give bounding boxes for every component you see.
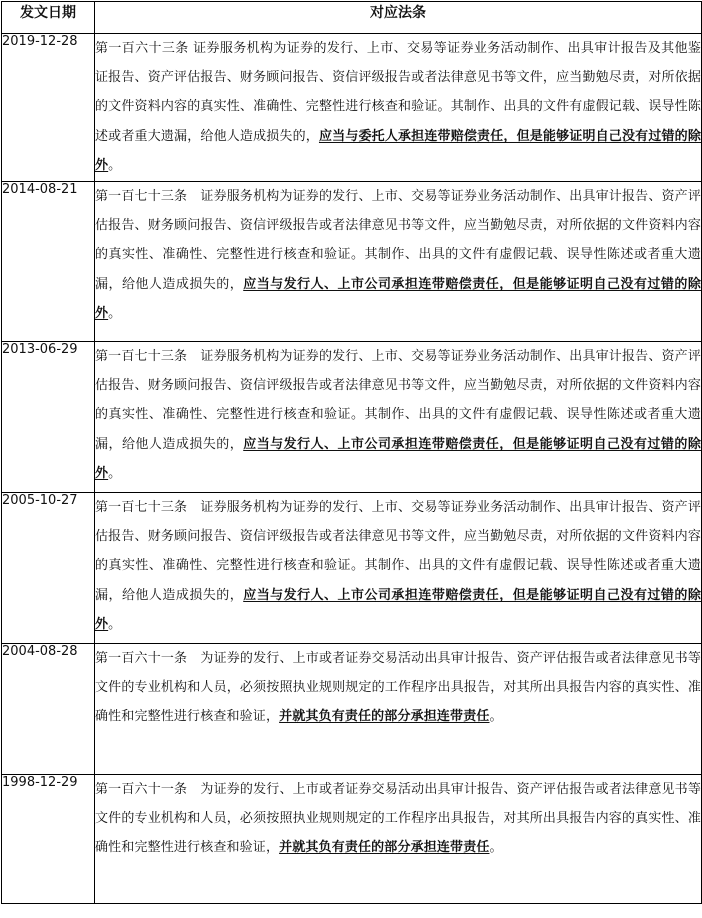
header-law-article: 对应法条	[95, 2, 702, 34]
law-comparison-table	[1, 1, 702, 904]
table-row	[2, 644, 702, 775]
issue-date-cell: 2019-12-28	[2, 34, 95, 182]
article-body: 第一百六十一条 为证券的发行、上市或者证券交易活动出具审计报告、资产评估报告或者法律意见书等文件的专业机构和人员，必须按照执业规则规定的工作程序出具报告，对其所出具报告内容的真实性、准确性和完整性进行核查和验证，	[95, 651, 701, 725]
table-row	[2, 775, 702, 904]
article-tail: 。	[108, 305, 122, 321]
issue-date-cell: 2014-08-21	[2, 182, 95, 342]
article-text-cell	[95, 34, 702, 182]
article-emphasis: 应当与发行人、上市公司承担连带赔偿责任，但是能够证明自己没有过错的除外	[95, 276, 701, 321]
issue-date-cell: 2005-10-27	[2, 493, 95, 644]
article-emphasis: 应当与发行人、上市公司承担连带赔偿责任，但是能够证明自己没有过错的除外	[95, 587, 701, 632]
article-body: 第一百六十三条 证券服务机构为证券的发行、上市、交易等证券业务活动制作、出具审计报告及其他鉴证报告、资产评估报告、财务顾问报告、资信评级报告或者法律意见书等文件，应当勤勉尽责，对所依据的文件资料内容的真实性、准确性、完整性进行核查和验证。其制作、出具的文件有虚假记载、误导性陈述或者重大遗漏，给他人造成损失的，	[95, 41, 701, 144]
article-emphasis: 应当与委托人承担连带赔偿责任，但是能够证明自己没有过错的除外	[95, 128, 701, 173]
article-emphasis: 并就其负有责任的部分承担连带责任	[279, 709, 490, 725]
article-tail: 。	[108, 616, 122, 632]
issue-date-cell: 2004-08-28	[2, 644, 95, 775]
article-body: 第一百六十一条 为证券的发行、上市或者证券交易活动出具审计报告、资产评估报告或者法律意见书等文件的专业机构和人员，必须按照执业规则规定的工作程序出具报告，对其所出具报告内容的真实性、准确性和完整性进行核查和验证，	[95, 782, 701, 856]
article-text-cell	[95, 644, 702, 775]
table-header-row	[2, 2, 702, 34]
article-text-cell	[95, 342, 702, 493]
header-issue-date: 发文日期	[2, 2, 95, 34]
article-text-cell	[95, 775, 702, 904]
table-row	[2, 493, 702, 644]
article-body: 第一百七十三条 证券服务机构为证券的发行、上市、交易等证券业务活动制作、出具审计报告、资产评估报告、财务顾问报告、资信评级报告或者法律意见书等文件，应当勤勉尽责，对所依据的文件资料内容的真实性、准确性、完整性进行核查和验证。其制作、出具的文件有虚假记载、误导性陈述或者重大遗漏，给他人造成损失的，	[95, 500, 701, 603]
article-body: 第一百七十三条 证券服务机构为证券的发行、上市、交易等证券业务活动制作、出具审计报告、资产评估报告、财务顾问报告、资信评级报告或者法律意见书等文件，应当勤勉尽责，对所依据的文件资料内容的真实性、准确性、完整性进行核查和验证。其制作、出具的文件有虚假记载、误导性陈述或者重大遗漏，给他人造成损失的，	[95, 189, 701, 292]
article-body: 第一百七十三条 证券服务机构为证券的发行、上市、交易等证券业务活动制作、出具审计报告、资产评估报告、财务顾问报告、资信评级报告或者法律意见书等文件，应当勤勉尽责，对所依据的文件资料内容的真实性、准确性、完整性进行核查和验证。其制作、出具的文件有虚假记载、误导性陈述或者重大遗漏，给他人造成损失的，	[95, 349, 701, 452]
table-row	[2, 34, 702, 182]
article-tail: 。	[489, 840, 503, 856]
table-row	[2, 342, 702, 493]
article-tail: 。	[108, 157, 122, 173]
article-emphasis: 应当与发行人、上市公司承担连带赔偿责任，但是能够证明自己没有过错的除外	[95, 436, 701, 481]
table-row	[2, 182, 702, 342]
article-emphasis: 并就其负有责任的部分承担连带责任	[279, 840, 490, 856]
article-text-cell	[95, 182, 702, 342]
article-text-cell	[95, 493, 702, 644]
article-tail: 。	[108, 465, 122, 481]
issue-date-cell: 2013-06-29	[2, 342, 95, 493]
article-tail: 。	[489, 709, 503, 725]
issue-date-cell: 1998-12-29	[2, 775, 95, 904]
